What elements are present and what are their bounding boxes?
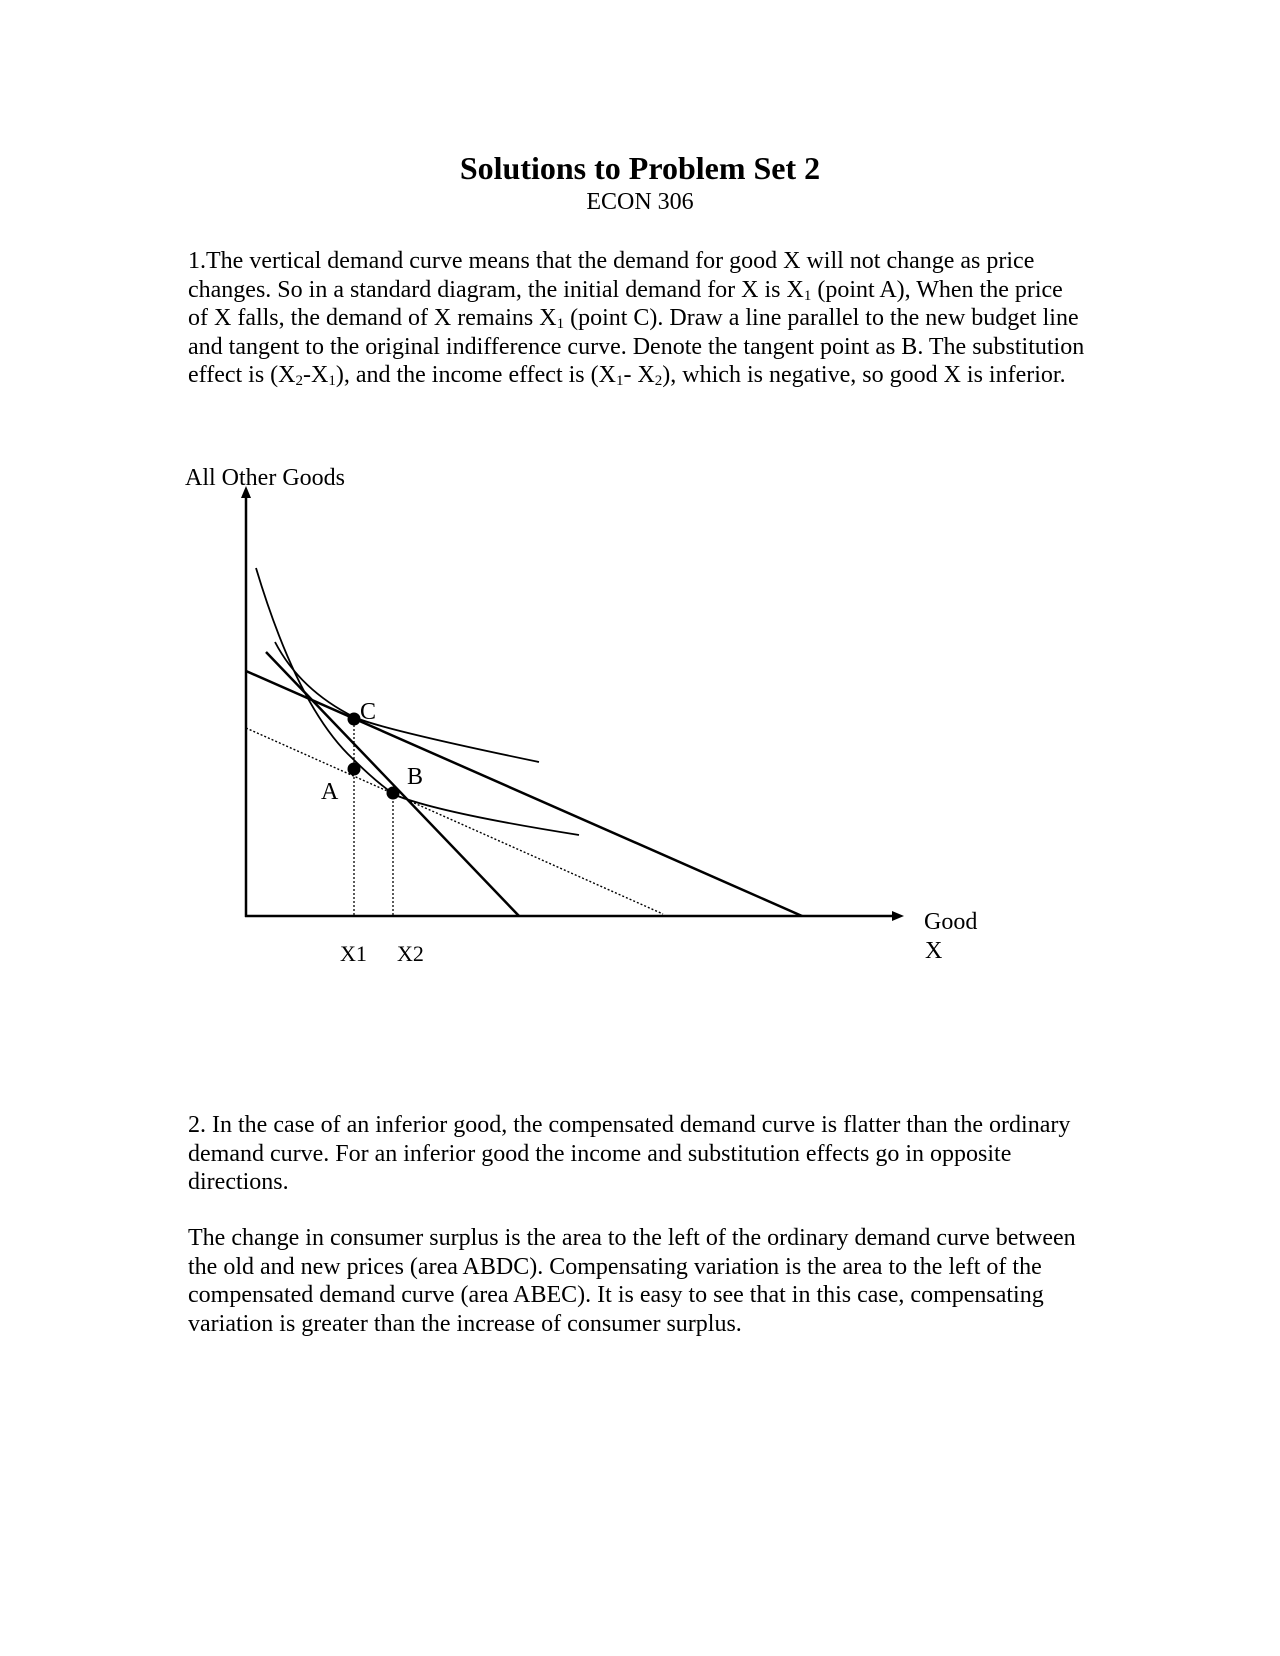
answer-2-paragraph: 2. In the case of an inferior good, the compensated demand curve is flatter than the ordinary demand curve. For an inferior good the income and substitution effects go in opposite directions.: [188, 1112, 1071, 1196]
answer-1-text: - X: [623, 362, 655, 389]
x2-tick-label: X2: [397, 941, 424, 966]
answer-1-text: -X: [303, 362, 329, 389]
subscript: 2: [295, 373, 304, 390]
answer-1-text: 1.The vertical demand curve means that the demand for good X will not change as price changes. So in a standard diagram, the initial demand for X is X: [188, 248, 1035, 303]
subscript: 2: [654, 373, 663, 390]
course-code: ECON 306: [586, 189, 694, 215]
subscript: 1: [615, 373, 624, 390]
answer-1-text: ), which is negative, so good X is inferior.: [662, 362, 1066, 389]
point-a-label: A: [321, 779, 339, 805]
answer-1-text: (point C). Draw a line parallel to the new budget line and tangent to the original indifference curve. Denote the tangent point as B. The substitution effect is (X: [188, 305, 1085, 389]
original-indifference-curve: [256, 568, 579, 835]
point-b-label: B: [407, 764, 424, 790]
answer-1-text: (point A), When the price of X falls, the demand of X remains X: [188, 276, 1063, 332]
subscript: 1: [556, 316, 565, 333]
x-axis-label: X: [925, 938, 943, 964]
point-c-marker: [348, 713, 361, 726]
compensated-budget-line: [246, 728, 663, 914]
y-axis-label: All Other Goods: [185, 465, 345, 491]
point-b-marker: [387, 787, 400, 800]
point-c-label: C: [360, 699, 377, 725]
x1-tick-label: X1: [340, 941, 367, 966]
answer-2-consumer-surplus-paragraph: The change in consumer surplus is the area to the left of the ordinary demand curve between the old and new prices (area ABDC). Compensating variation is the area to the left of the compensated demand curve (area ABEC). It is easy to see that in this case, compensating variation is greater than the increase of consumer surplus.: [188, 1225, 1076, 1337]
page-title: Solutions to Problem Set 2: [459, 150, 821, 186]
point-a-marker: [348, 763, 361, 776]
subscript: 1: [803, 287, 812, 304]
x-axis-label: Good: [924, 909, 978, 935]
answer-1-text: ), and the income effect is (X: [335, 362, 616, 389]
subscript: 1: [328, 373, 336, 390]
